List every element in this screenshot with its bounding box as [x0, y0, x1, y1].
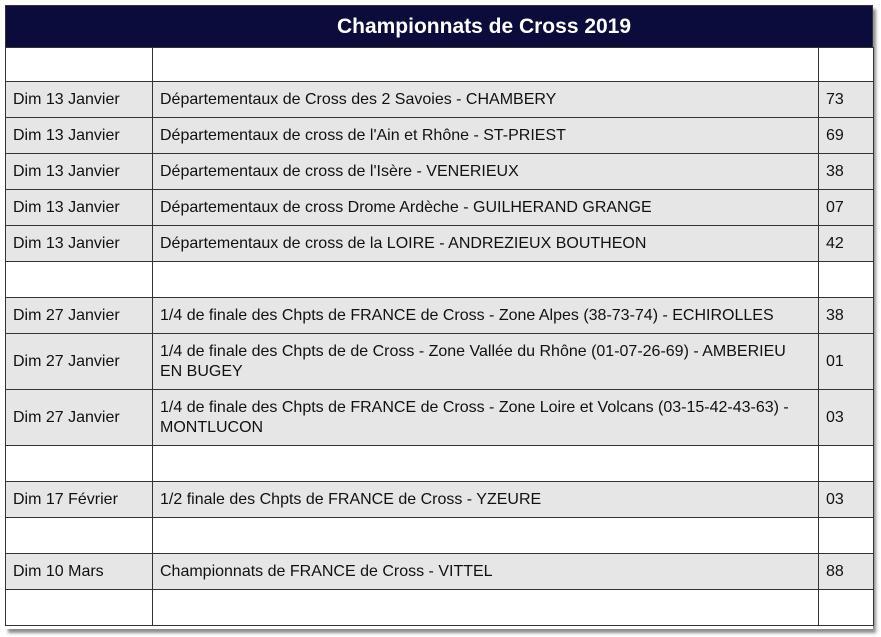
- spacer-row: [6, 446, 874, 482]
- dept-cell: 01: [819, 334, 874, 390]
- event-cell: [153, 48, 819, 82]
- date-cell: Dim 27 Janvier: [6, 390, 153, 446]
- dept-cell: [819, 446, 874, 482]
- page-title: Championnats de Cross 2019: [5, 5, 873, 47]
- date-cell: Dim 13 Janvier: [6, 118, 153, 154]
- date-cell: [6, 262, 153, 298]
- date-cell: Dim 13 Janvier: [6, 82, 153, 118]
- event-cell: Départementaux de cross de l'Isère - VENERIEUX: [153, 154, 819, 190]
- date-cell: [6, 446, 153, 482]
- table-row: [6, 118, 874, 154]
- dept-cell: 38: [819, 298, 874, 334]
- dept-cell: [819, 48, 874, 82]
- event-cell: [153, 590, 819, 626]
- dept-cell: [819, 518, 874, 554]
- event-cell: Départementaux de Cross des 2 Savoies - CHAMBERY: [153, 82, 819, 118]
- dept-cell: 73: [819, 82, 874, 118]
- schedule-table: [5, 47, 874, 626]
- dept-cell: 88: [819, 554, 874, 590]
- table-row: [6, 82, 874, 118]
- dept-cell: [819, 262, 874, 298]
- table-row: [6, 154, 874, 190]
- date-cell: [6, 48, 153, 82]
- event-cell: Départementaux de cross Drome Ardèche - GUILHERAND GRANGE: [153, 190, 819, 226]
- table-row: [6, 334, 874, 390]
- date-cell: Dim 27 Janvier: [6, 334, 153, 390]
- dept-cell: [819, 590, 874, 626]
- event-cell: 1/4 de finale des Chpts de de Cross - Zone Vallée du Rhône (01-07-26-69) - AMBERIEU EN BUGEY: [153, 334, 819, 390]
- event-cell: 1/4 de finale des Chpts de FRANCE de Cross - Zone Loire et Volcans (03-15-42-43-63) - MONTLUCON: [153, 390, 819, 446]
- event-cell: [153, 262, 819, 298]
- schedule-rows: [6, 48, 874, 626]
- table-row: [6, 390, 874, 446]
- date-cell: Dim 13 Janvier: [6, 226, 153, 262]
- date-cell: Dim 27 Janvier: [6, 298, 153, 334]
- event-cell: 1/2 finale des Chpts de FRANCE de Cross - YZEURE: [153, 482, 819, 518]
- dept-cell: 38: [819, 154, 874, 190]
- event-cell: 1/4 de finale des Chpts de FRANCE de Cross - Zone Alpes (38-73-74) - ECHIROLLES: [153, 298, 819, 334]
- schedule-frame: [5, 5, 873, 629]
- date-cell: [6, 590, 153, 626]
- dept-cell: 69: [819, 118, 874, 154]
- event-cell: Départementaux de cross de la LOIRE - ANDREZIEUX BOUTHEON: [153, 226, 819, 262]
- spacer-row: [6, 518, 874, 554]
- dept-cell: 42: [819, 226, 874, 262]
- event-cell: [153, 446, 819, 482]
- dept-cell: 03: [819, 390, 874, 446]
- table-row: [6, 226, 874, 262]
- date-cell: Dim 17 Février: [6, 482, 153, 518]
- table-row: [6, 482, 874, 518]
- date-cell: Dim 13 Janvier: [6, 154, 153, 190]
- date-cell: Dim 10 Mars: [6, 554, 153, 590]
- dept-cell: 03: [819, 482, 874, 518]
- table-row: [6, 554, 874, 590]
- event-cell: Championnats de FRANCE de Cross - VITTEL: [153, 554, 819, 590]
- table-row: [6, 190, 874, 226]
- date-cell: [6, 518, 153, 554]
- table-row: [6, 298, 874, 334]
- spacer-row: [6, 48, 874, 82]
- spacer-row: [6, 590, 874, 626]
- event-cell: [153, 518, 819, 554]
- event-cell: Départementaux de cross de l'Ain et Rhône - ST-PRIEST: [153, 118, 819, 154]
- spacer-row: [6, 262, 874, 298]
- dept-cell: 07: [819, 190, 874, 226]
- date-cell: Dim 13 Janvier: [6, 190, 153, 226]
